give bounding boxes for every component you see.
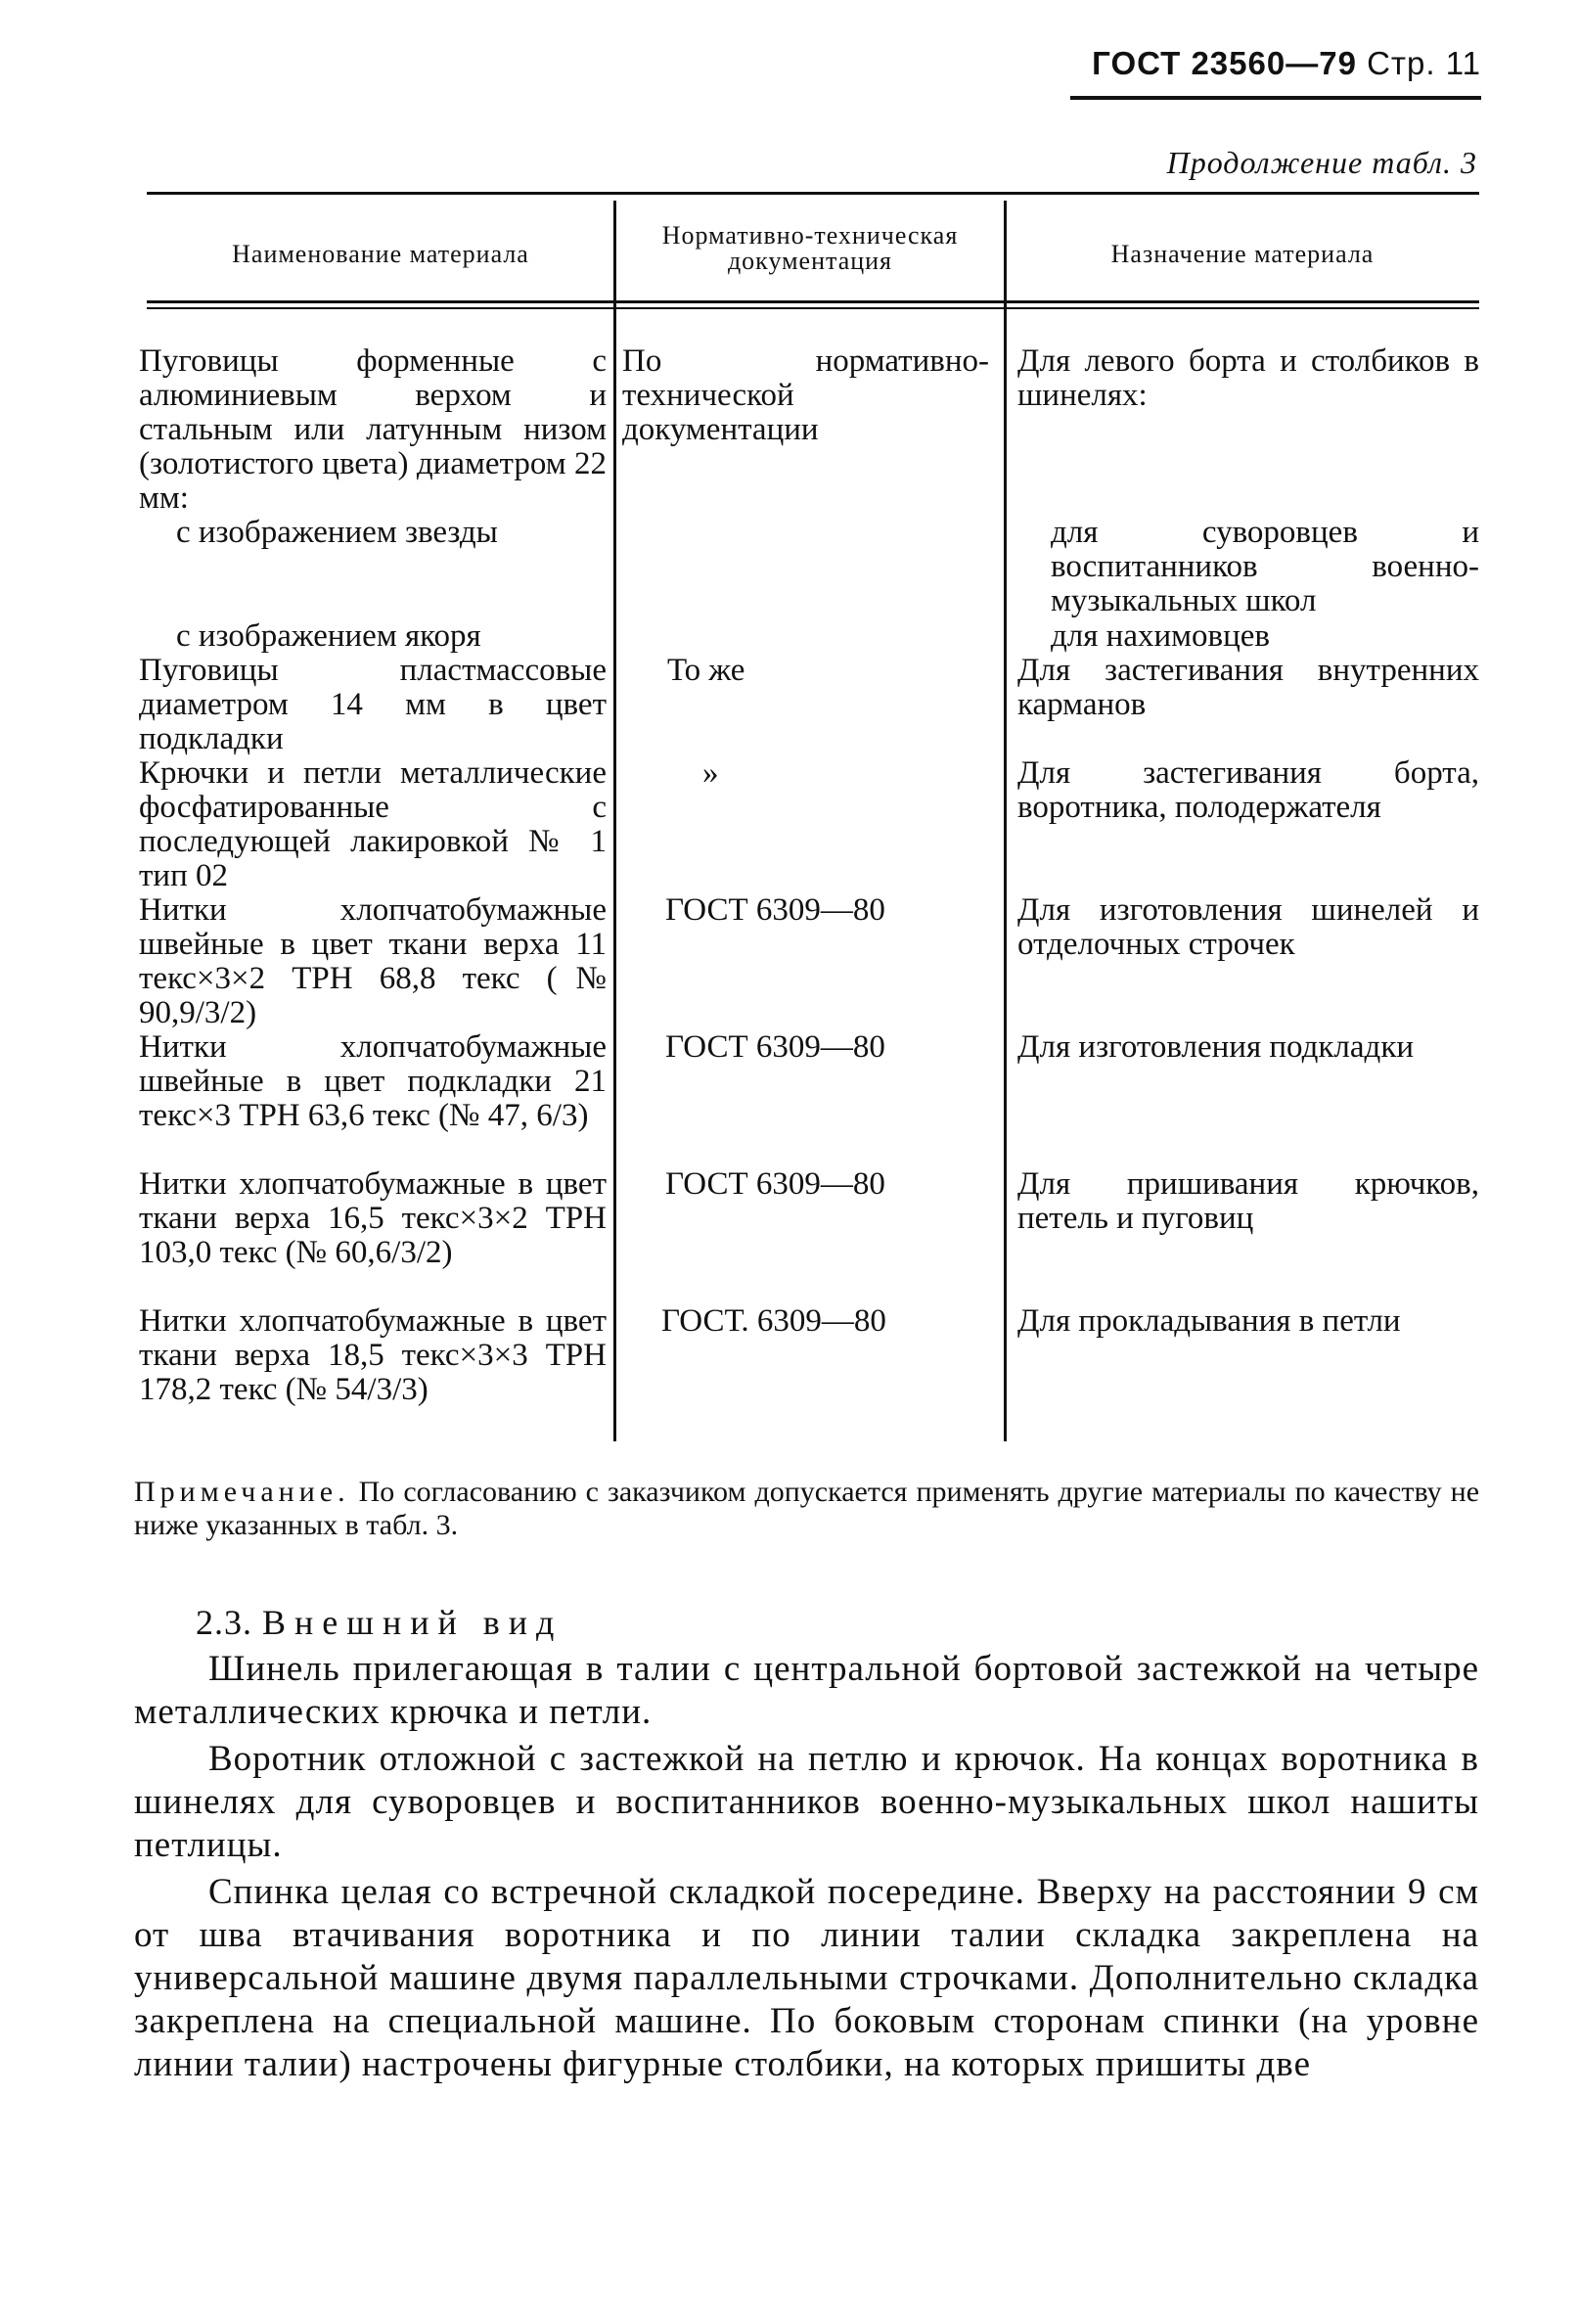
table-row-purpose: для нахимовцев (1051, 618, 1271, 654)
table-row-name: Пуговицы форменные с алюминиевым верхом и стальным или латунным низом (золотистого цвета) диаметром 22 мм: (139, 343, 607, 516)
table-row-name: Нитки хлопчатобумажные в цвет ткани верха 18,5 текс×3×3 ТРН 178,2 текс (№ 54/3/3) (139, 1303, 607, 1407)
table-row-purpose: Для пришивания крючков, петель и пуговиц (1017, 1166, 1479, 1236)
table-row-name: Крючки и петли металлические фосфатированные с последующей лакировкой № 1 тип 02 (139, 755, 607, 893)
table-row-name: Пуговицы пластмассовые диаметром 14 мм в цвет подкладки (139, 653, 607, 756)
table-row-purpose: Для изготовления подкладки (1017, 1029, 1415, 1065)
column-header-documentation: Нормативно-техническая документация (661, 221, 959, 275)
section-title: Внешний вид (262, 1603, 564, 1642)
standard-number: ГОСТ 23560—79 (1092, 45, 1357, 81)
table-column-divider-1 (613, 201, 616, 1441)
table-row-documentation: ГОСТ 6309—80 (665, 1166, 885, 1202)
table-row-purpose: Для изготовления шинелей и отделочных строчек (1017, 892, 1479, 962)
page-number: Стр. 11 (1367, 45, 1481, 81)
table-column-divider-2 (1004, 201, 1007, 1441)
table-row-purpose: Для застегивания внутренних карманов (1017, 653, 1479, 722)
table-note (134, 1476, 1479, 1542)
table-header-rule-2 (147, 307, 1479, 309)
table-row-name: Нитки хлопчатобумажные в цвет ткани верха 16,5 текс×3×2 ТРН 103,0 текс (№ 60,6/3/2) (139, 1166, 607, 1270)
section-heading (196, 1602, 563, 1643)
note-label: Примечание. (134, 1476, 350, 1508)
table-row-documentation: ГОСТ. 6309—80 (661, 1303, 886, 1339)
table-row-documentation: ГОСТ 6309—80 (665, 1029, 885, 1065)
column-header-name: Наименование материала (232, 240, 529, 268)
table-row-purpose: Для левого борта и столбиков в шинелях: (1017, 343, 1479, 413)
note-text: По согласованию с заказчиком допускается применять другие материалы по качеству не ниже указанных в табл. 3. (134, 1476, 1480, 1541)
table-row-documentation: » (702, 755, 719, 791)
table-row-name: с изображением звезды (176, 515, 498, 550)
table-row-name: Нитки хлопчатобумажные швейные в цвет ткани верха 11 текс×3×2 ТРН 68,8 текс (№ 90,9/3/2) (139, 892, 607, 1030)
page-header (1092, 45, 1481, 82)
table-header-rule (147, 300, 1479, 303)
header-rule (1070, 96, 1481, 100)
body-paragraph: Спинка целая со встречной складкой посередине. Вверху на расстоянии 9 см от шва втачивания воротника и по линии талии складка закреплена на универсальной машине двумя параллельными строчками. Дополнительно складка закреплена на специальной машине. По боковым сторонам спинки (на уровне линии талии) настрочены фигурные столбики, на которых пришиты две (134, 1872, 1479, 2084)
table-top-rule (147, 192, 1479, 195)
column-header-purpose: Назначение материала (1110, 240, 1375, 268)
table-row-documentation: То же (667, 653, 745, 688)
table-row-purpose: Для прокладывания в петли (1017, 1303, 1401, 1339)
table-row-name: с изображением якоря (176, 618, 481, 654)
table-row-name: Нитки хлопчатобумажные швейные в цвет подкладки 21 текс×3 ТРН 63,6 текс (№ 47, 6/3) (139, 1029, 607, 1133)
section-number: 2.3. (196, 1603, 252, 1642)
body-paragraph: Воротник отложной с застежкой на петлю и крючок. На концах воротника в шинелях для суворовцев и воспитанников военно-музыкальных школ нашиты петлицы. (134, 1739, 1479, 1865)
body-paragraph: Шинель прилегающая в талии с центральной бортовой застежкой на четыре металлических крючка и петли. (134, 1649, 1479, 1732)
table-row-purpose: Для застегивания борта, воротника, полодержателя (1017, 755, 1479, 825)
table-row-documentation: ГОСТ 6309—80 (665, 892, 885, 928)
table-row-documentation: По нормативно-технической документации (622, 343, 989, 447)
table-row-purpose: для суворовцев и воспитанников военно-музыкальных школ (1051, 515, 1479, 618)
table-continuation-label: Продолжение табл. 3 (1166, 145, 1477, 180)
